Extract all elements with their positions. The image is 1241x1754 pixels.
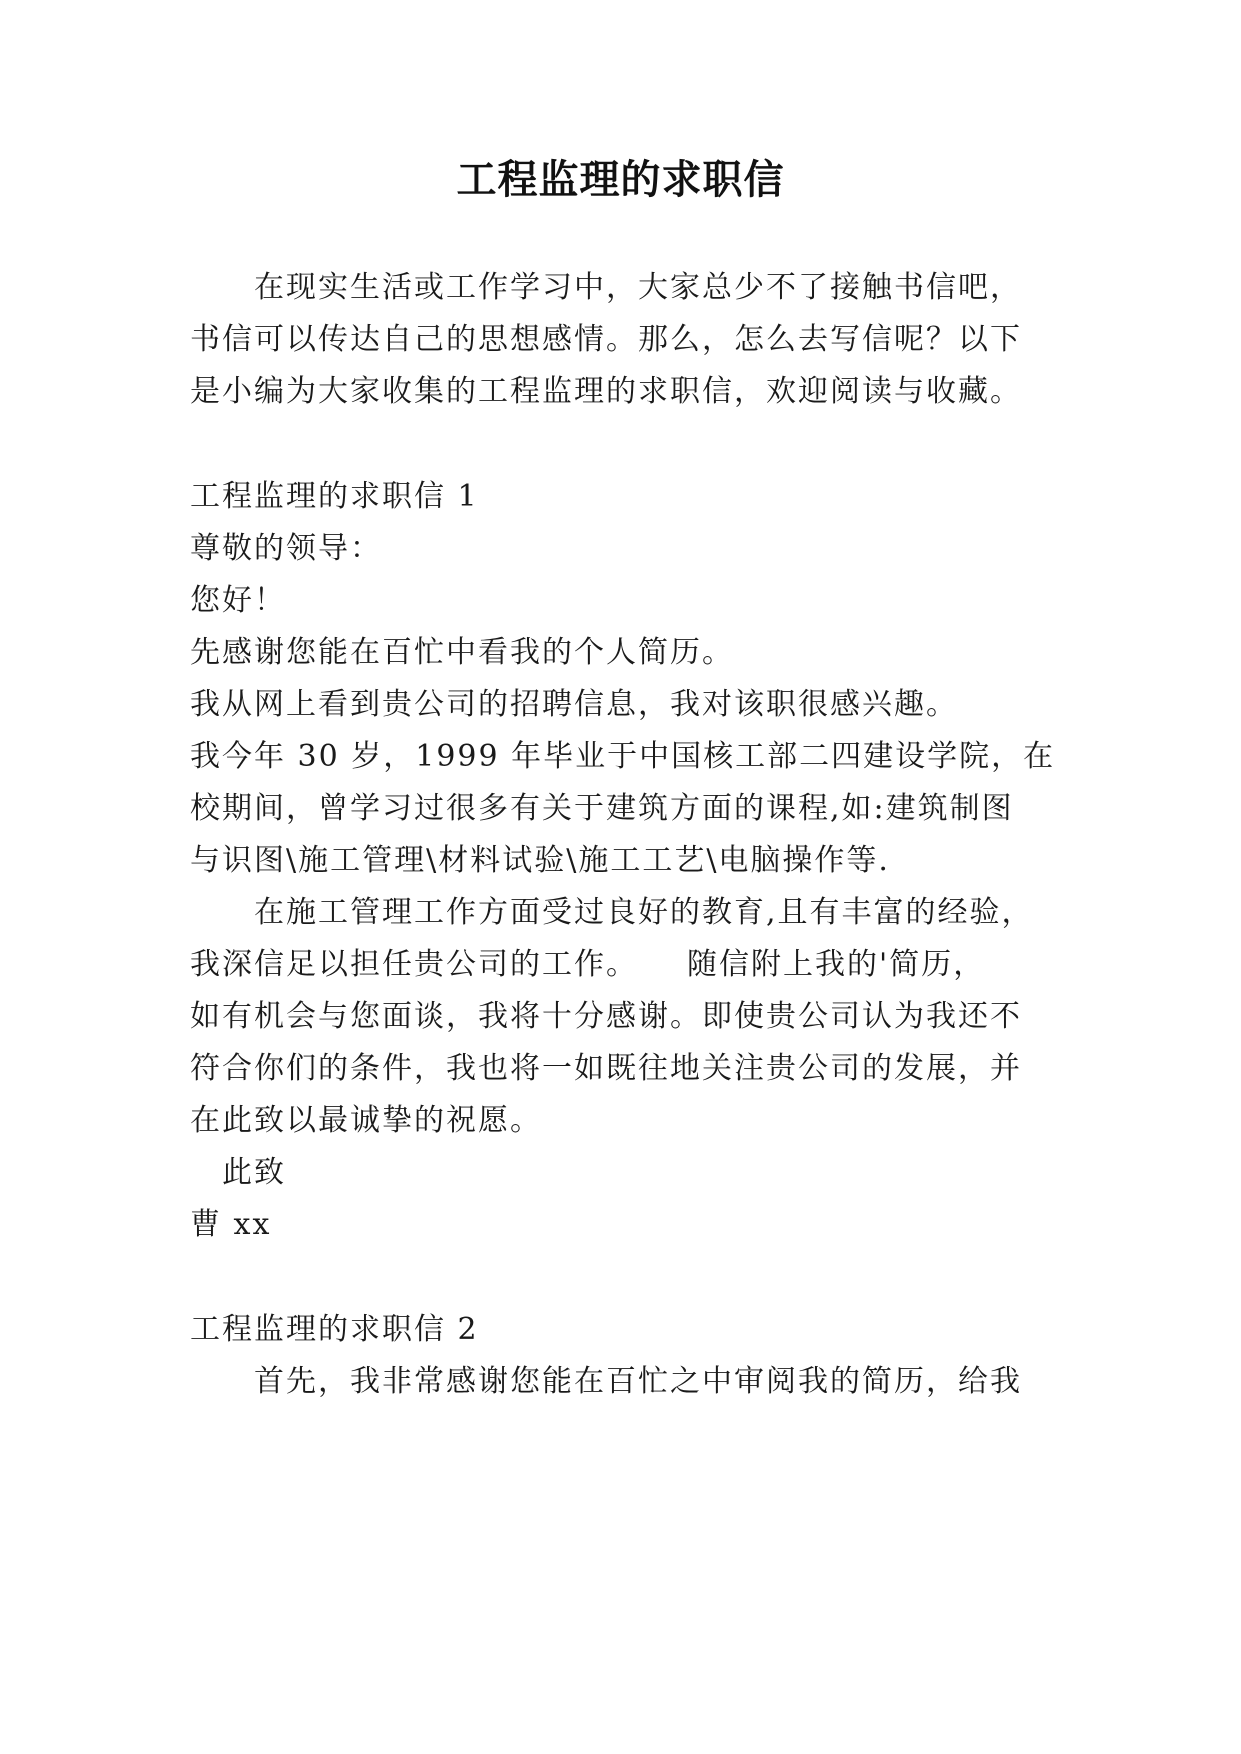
- letter-1-heading: 工程监理的求职信 1: [190, 479, 479, 514]
- letter-1-greeting: 您好！: [190, 583, 286, 618]
- letter-2-line: 首先，我非常感谢您能在百忙之中审阅我的简历，给我: [190, 1364, 1022, 1399]
- letter-2-heading: 工程监理的求职信 2: [190, 1312, 479, 1347]
- intro-line-3: 是小编为大家收集的工程监理的求职信，欢迎阅读与收藏。: [190, 374, 1022, 409]
- letter-1-line: 如有机会与您面谈，我将十分感谢。即使贵公司认为我还不: [190, 999, 1022, 1034]
- letter-1-line: 先感谢您能在百忙中看我的个人简历。: [190, 635, 734, 670]
- letter-1-line: 我深信足以担任贵公司的工作。 随信附上我的'简历，: [190, 947, 986, 982]
- document-title: 工程监理的求职信: [456, 157, 785, 203]
- letter-1-closing: 此致: [190, 1155, 286, 1190]
- letter-1-line: 在施工管理工作方面受过良好的教育,且有丰富的经验，: [190, 895, 1034, 930]
- letter-1-line: 校期间，曾学习过很多有关于建筑方面的课程,如:建筑制图: [190, 791, 1014, 826]
- intro-line-1: 在现实生活或工作学习中，大家总少不了接触书信吧，: [190, 270, 1022, 305]
- letter-1-line: 我从网上看到贵公司的招聘信息，我对该职很感兴趣。: [190, 687, 958, 722]
- letter-1-line: 我今年 30 岁，1999 年毕业于中国核工部二四建设学院，在: [190, 739, 1056, 774]
- letter-1-line: 与识图\施工管理\材料试验\施工工艺\电脑操作等.: [190, 843, 890, 878]
- letter-1-line: 在此致以最诚挚的祝愿。: [190, 1103, 542, 1138]
- letter-1-signature: 曹 xx: [190, 1207, 272, 1242]
- intro-line-2: 书信可以传达自己的思想感情。那么，怎么去写信呢？以下: [190, 322, 1022, 357]
- letter-1-salutation: 尊敬的领导：: [190, 531, 382, 566]
- letter-1-line: 符合你们的条件，我也将一如既往地关注贵公司的发展，并: [190, 1051, 1022, 1086]
